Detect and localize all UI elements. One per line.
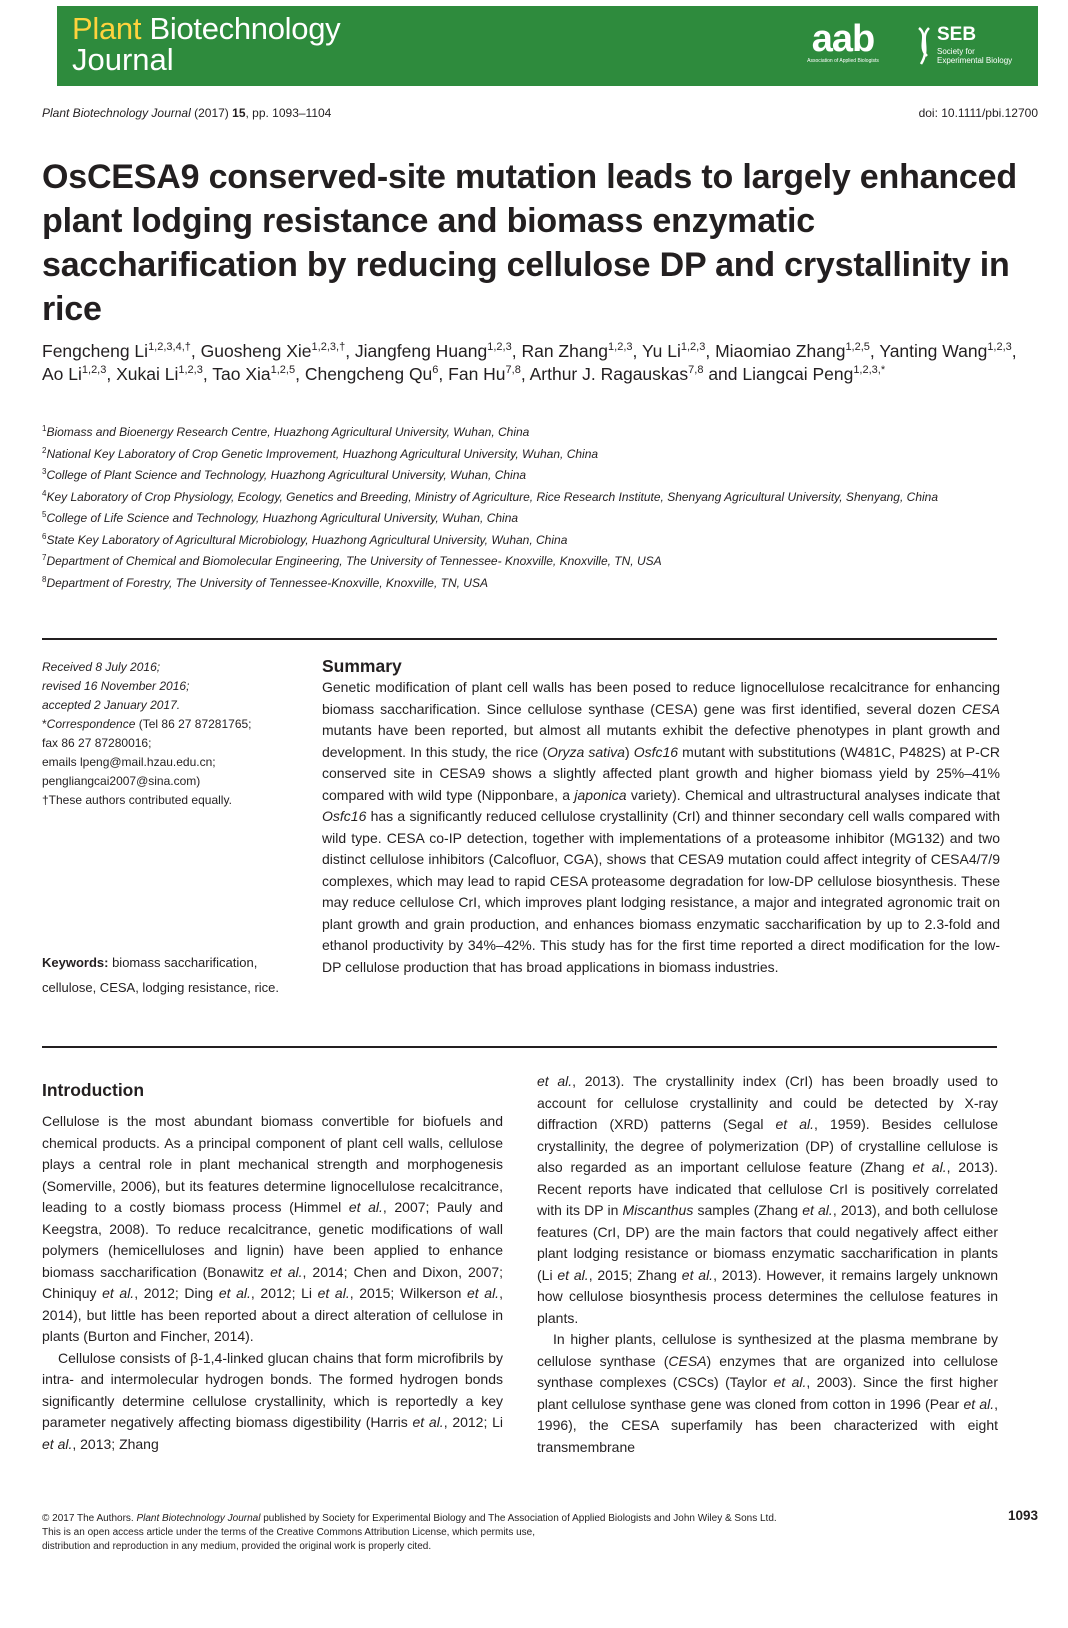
citation: Plant Biotechnology Journal (2017) 15, pp. 1093–1104 — [42, 106, 332, 120]
affiliation: $^6$State Key Laboratory of Agricultural Microbiology, Huazhong Agricultural University, Wuhan, China — [42, 531, 568, 547]
copyright-footer: © 2017 The Authors. Plant Biotechnology Journal published by Society for Experimental Biology and The Association of Applied Biologists and John Wiley & Sons Ltd. This is an open access article under the terms of the Creative Commons Attribution License, which permits use, distribution and reproduction in any medium, provided the original work is properly cited. — [42, 1513, 777, 1552]
paragraph: Cellulose consists of β-1,4-linked glucan chains that form microfibrils by intra- and intermolecular hydrogen bonds. The formed hydrogen bonds significantly determine cellulose crystallinity, which is reportedly a key parameter negatively affecting biomass digestibility (Harris et al., 2012; Li et al., 2013; Zhang — [42, 1349, 503, 1452]
seb-logo: SEB Society for Experimental Biology — [915, 24, 1035, 74]
affiliation-list — [42, 422, 1002, 594]
aab-logo: aab Association of Applied Biologists — [807, 18, 879, 64]
author-list: Fengcheng $Li^{1,2,3,4,\dagger}$, Guosheng Xie$^{1,2,3,\dagger}$, Jiangfeng Huang$^{1,2,3}$, Ran Zhang$^{1,2,3}$, Yu Li$^{1,2,3}$, Miaomiao Zhang$^{1,2,5}$, Yanting Wang$^{1,2,3}$, Ao Li$^{1,2,3}$, Xukai Li$^{1,2,3}$, Tao Xia$^{1,2,5}$, Chengcheng Qu$^6$, Fan Hu$^{7,8}$, Arthur J. Ragauskas$^{7,8}$ and Liangcai Peng$^{1,2,3,*}$ — [42, 341, 1017, 384]
correspondence: *Correspondence (Tel 86 27 87281765; — [42, 717, 252, 731]
affiliation: $^4$Key Laboratory of Crop Physiology, Ecology, Genetics and Breeding, Ministry of Agriculture, Rice Research Institute, Shenyang Agricultural University, Shenyang, China — [42, 488, 939, 504]
summary-heading: Summary — [322, 656, 402, 676]
affiliation: $^1$Biomass and Bioenergy Research Centre, Huazhong Agricultural University, Wuhan, China — [42, 424, 530, 439]
paragraph: et al., 2013). The crystallinity index (CrI) has been broadly used to account for cellulose crystallinity and could be detected by X-ray diffraction (XRD) patterns (Segal et al., 1959). Besides cellulose crystallinity, the degree of polymerization (DP) of crystalline cellulose is also regarded as an important cellulose feature (Zhang et al., 2013). Recent reports have indicated that cellulose CrI is positively correlated with its DP in Miscanthus samples (Zhang et al., 2013), and both cellulose features (CrI, DP) are the main factors that could negatively affect either plant lodging resistance or biomass enzymatic saccharification in plants (Li et al., 2015; Zhang et al., 2013). However, it remains largely unknown how cellulose biosynthesis process determines the cellulose features in plants. — [537, 1073, 999, 1326]
section-divider — [42, 638, 997, 640]
article-history: Received 8 July 2016; revised 16 November 2016; accepted 2 January 2017. *Correspondence (Tel 86 27 87281765; fax 86 27 87280016; emails lpeng@mail.hzau.edu.cn; pengliangcai2007@sina.com) †These authors contributed equally. — [42, 658, 302, 810]
correspondence-email[interactable]: pengliangcai2007@sina.com) — [42, 774, 201, 788]
article-title: OsCESA9 conserved-site mutation leads to largely enhanced plant lodging resistance and biomass enzymatic saccharification by reducing cellulose DP and crystallinity in rice — [42, 158, 1017, 328]
affiliation: $^2$National Key Laboratory of Crop Genetic Improvement, Huazhong Agricultural University, Wuhan, China — [42, 445, 599, 461]
doi[interactable]: doi: 10.1111/pbi.12700 — [918, 106, 1038, 120]
correspondence-email[interactable]: emails lpeng@mail.hzau.edu.cn; — [42, 755, 216, 769]
introduction-heading: Introduction — [42, 1080, 145, 1100]
keywords: Keywords: biomass saccharification, cellulose, CESA, lodging resistance, rice. — [42, 955, 280, 995]
summary-section — [322, 655, 1000, 978]
paragraph: Cellulose is the most abundant biomass convertible for biofuels and chemical products. As a principal component of plant cell walls, cellulose plays a central role in plant mechanical strength and morphogenesis (Somerville, 2006), but its features determine lignocellulose recalcitrance, leading to a costly biomass process (Himmel et al., 2007; Pauly and Keegstra, 2008). To reduce recalcitrance, genetic modifications of wall polymers (hemicelluloses and lignin) have been applied to enhance biomass saccharification (Bonawitz et al., 2014; Chen and Dixon, 2007; Chiniquy et al., 2012; Ding et al., 2012; Li et al., 2015; Wilkerson et al., 2014), but little has been reported about a direct alteration of cellulose in plants (Burton and Fincher, 2014). — [42, 1113, 503, 1344]
summary-text: Genetic modification of plant cell walls has been posed to reduce lignocellulose recalcitrance for enhancing biomass saccharification. Since cellulose synthase (CESA) gene was first identified, several dozen CESA mutants have been reported, but almost all mutants exhibit the defective phenotypes in plant growth and development. In this study, the rice (Oryza sativa) Osfc16 mutant with substitutions (W481C, P482S) at P-CR conserved site in CESA9 shows a slightly affected plant growth and higher biomass yield by 25%–41% compared with wild type (Nipponbare, a japonica variety). Chemical and ultrastructural analyses indicate that Osfc16 has a significantly reduced cellulose crystallinity (CrI) and thinner secondary cell walls compared with wild type. CESA co-IP detection, together with implementations of a proteasome inhibitor (MG132) and two distinct cellulose inhibitors (Calcofluor, CGA), shows that CESA9 mutation could affect integrity of CESA4/7/9 complexes, which may lead to rapid CESA proteasome degradation for low-DP cellulose biosynthesis. These may reduce cellulose CrI, which improves plant lodging resistance, a major and integrated agronomic trait on plant growth and grain production, and enhances biomass enzymatic saccharification by up to 2.3-fold and ethanol productivity by 34%–42%. This study has for the first time reported a direct modification for the low-DP cellulose production that has broad applications in biomass industries. — [322, 679, 1000, 975]
paragraph: In higher plants, cellulose is synthesized at the plasma membrane by cellulose synthase (CESA) enzymes that are organized into cellulose synthase complexes (CSCs) (Taylor et al., 2003). Since the first higher plant cellulose synthase gene was cloned from cotton in 1996 (Pear et al., 1996), the CESA superfamily has been characterized with eight transmembrane — [537, 1331, 998, 1455]
affiliation: $^7$Department of Chemical and Biomolecular Engineering, The University of Tennessee- Knoxville, Knoxville, TN, USA — [42, 553, 662, 568]
journal-banner — [57, 6, 1038, 86]
section-divider — [42, 1046, 997, 1048]
affiliation: $^5$College of Life Science and Technology, Huazhong Agricultural University, Wuhan, China — [42, 510, 519, 525]
page-number: 1093 — [1007, 1508, 1038, 1523]
journal-name-line1: Plant Biotechnology — [72, 11, 341, 46]
seb-emblem-icon — [915, 26, 933, 66]
affiliation: $^8$Department of Forestry, The University of Tennessee-Knoxville, Knoxville, TN, USA — [42, 574, 488, 590]
journal-name-line2: Journal — [72, 42, 174, 77]
body-column-right — [537, 1071, 998, 1458]
body-column-left — [42, 1111, 503, 1455]
affiliation: $^3$College of Plant Science and Technology, Huazhong Agricultural University, Wuhan, China — [42, 467, 527, 482]
